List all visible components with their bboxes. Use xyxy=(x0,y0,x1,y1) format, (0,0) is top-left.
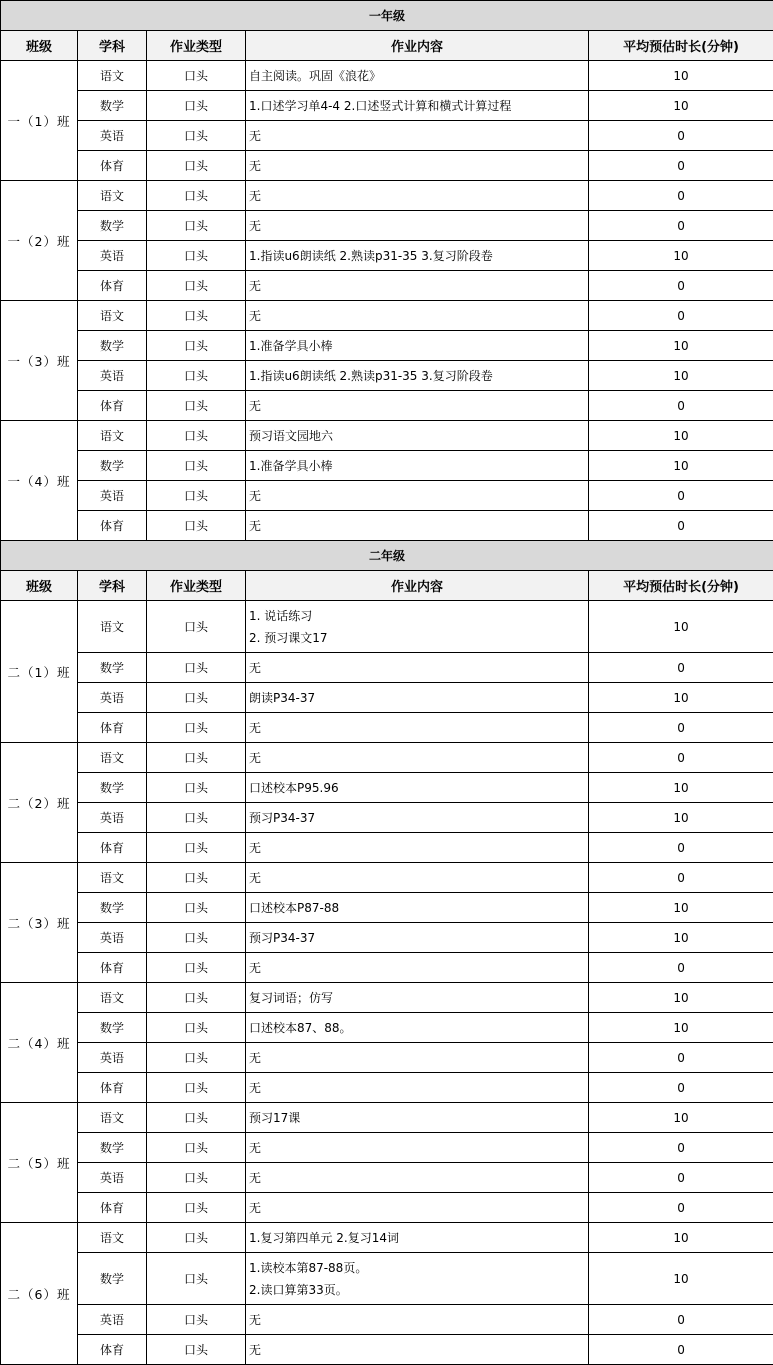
subject-cell: 数学 xyxy=(78,653,147,683)
class-name: 二（5）班 xyxy=(1,1103,78,1223)
subject-cell: 语文 xyxy=(78,1223,147,1253)
subject-cell: 体育 xyxy=(78,391,147,421)
homework-type-cell: 口头 xyxy=(147,1305,246,1335)
duration-cell: 0 xyxy=(589,271,773,301)
homework-type-cell: 口头 xyxy=(147,511,246,541)
table-row xyxy=(1,1305,773,1335)
homework-content-cell xyxy=(246,893,589,923)
table-row xyxy=(1,1193,773,1223)
column-header: 作业内容 xyxy=(246,571,589,601)
subject-cell: 英语 xyxy=(78,1043,147,1073)
subject-cell: 英语 xyxy=(78,241,147,271)
subject-cell: 数学 xyxy=(78,91,147,121)
homework-content-line: 无 xyxy=(249,398,262,413)
homework-content-cell xyxy=(246,271,589,301)
duration-cell: 0 xyxy=(589,743,773,773)
homework-content-line: 无 xyxy=(249,1312,262,1327)
homework-content-cell xyxy=(246,361,589,391)
homework-type-cell: 口头 xyxy=(147,923,246,953)
homework-content-line: 无 xyxy=(249,488,262,503)
homework-content-cell xyxy=(246,1305,589,1335)
table-row xyxy=(1,511,773,541)
homework-content-line: 无 xyxy=(249,188,262,203)
homework-content-line: 无 xyxy=(249,960,262,975)
homework-content-cell xyxy=(246,331,589,361)
homework-content-line: 1. 说话练习 xyxy=(249,608,313,623)
homework-type-cell: 口头 xyxy=(147,1163,246,1193)
duration-cell: 10 xyxy=(589,601,773,653)
duration-cell: 10 xyxy=(589,683,773,713)
subject-cell: 英语 xyxy=(78,683,147,713)
subject-cell: 语文 xyxy=(78,601,147,653)
subject-cell: 英语 xyxy=(78,803,147,833)
homework-content-cell xyxy=(246,451,589,481)
homework-type-cell: 口头 xyxy=(147,803,246,833)
subject-cell: 体育 xyxy=(78,713,147,743)
homework-type-cell: 口头 xyxy=(147,361,246,391)
duration-cell: 10 xyxy=(589,331,773,361)
homework-type-cell: 口头 xyxy=(147,953,246,983)
column-header: 班级 xyxy=(1,571,78,601)
homework-type-cell: 口头 xyxy=(147,743,246,773)
duration-cell: 0 xyxy=(589,1193,773,1223)
subject-cell: 数学 xyxy=(78,773,147,803)
duration-cell: 0 xyxy=(589,1335,773,1365)
duration-cell: 0 xyxy=(589,1163,773,1193)
subject-cell: 英语 xyxy=(78,481,147,511)
homework-content-line: 无 xyxy=(249,158,262,173)
table-row xyxy=(1,301,773,331)
duration-cell: 10 xyxy=(589,1253,773,1305)
homework-content-cell xyxy=(246,863,589,893)
homework-type-cell: 口头 xyxy=(147,61,246,91)
subject-cell: 语文 xyxy=(78,421,147,451)
subject-cell: 数学 xyxy=(78,1013,147,1043)
subject-cell: 体育 xyxy=(78,271,147,301)
table-row xyxy=(1,1253,773,1305)
table-row xyxy=(1,683,773,713)
homework-content-cell xyxy=(246,181,589,211)
homework-content-line: 1.指读u6朗读纸 2.熟读p31-35 3.复习阶段卷 xyxy=(249,368,493,383)
subject-cell: 语文 xyxy=(78,301,147,331)
homework-content-cell xyxy=(246,713,589,743)
homework-type-cell: 口头 xyxy=(147,1193,246,1223)
duration-cell: 0 xyxy=(589,653,773,683)
homework-type-cell: 口头 xyxy=(147,1253,246,1305)
duration-cell: 0 xyxy=(589,1133,773,1163)
homework-type-cell: 口头 xyxy=(147,151,246,181)
homework-content-cell xyxy=(246,241,589,271)
homework-content-line: 预习P34-37 xyxy=(249,930,316,945)
duration-cell: 0 xyxy=(589,1043,773,1073)
grade-title: 一年级 xyxy=(1,1,773,31)
duration-cell: 10 xyxy=(589,773,773,803)
homework-type-cell: 口头 xyxy=(147,601,246,653)
homework-content-cell xyxy=(246,511,589,541)
subject-cell: 数学 xyxy=(78,1253,147,1305)
table-row xyxy=(1,211,773,241)
table-row xyxy=(1,601,773,653)
homework-content-line: 自主阅读。巩固《浪花》 xyxy=(249,68,382,83)
homework-type-cell: 口头 xyxy=(147,391,246,421)
subject-cell: 数学 xyxy=(78,893,147,923)
class-name: 一（4）班 xyxy=(1,421,78,541)
table-row xyxy=(1,481,773,511)
homework-content-cell xyxy=(246,683,589,713)
duration-cell: 10 xyxy=(589,923,773,953)
class-name: 二（4）班 xyxy=(1,983,78,1103)
homework-type-cell: 口头 xyxy=(147,241,246,271)
subject-cell: 语文 xyxy=(78,743,147,773)
homework-content-cell xyxy=(246,1043,589,1073)
grade-section-row xyxy=(1,541,773,571)
homework-type-cell: 口头 xyxy=(147,1103,246,1133)
subject-cell: 体育 xyxy=(78,833,147,863)
duration-cell: 0 xyxy=(589,151,773,181)
subject-cell: 英语 xyxy=(78,1163,147,1193)
subject-cell: 语文 xyxy=(78,1103,147,1133)
homework-content-cell xyxy=(246,1103,589,1133)
homework-content-line: 1.准备学具小棒 xyxy=(249,338,333,353)
duration-cell: 0 xyxy=(589,713,773,743)
homework-content-line: 无 xyxy=(249,720,262,735)
table-row xyxy=(1,923,773,953)
homework-content-cell xyxy=(246,1335,589,1365)
subject-cell: 英语 xyxy=(78,121,147,151)
subject-cell: 语文 xyxy=(78,181,147,211)
homework-content-line: 预习P34-37 xyxy=(249,810,316,825)
homework-content-line: 无 xyxy=(249,870,262,885)
duration-cell: 10 xyxy=(589,803,773,833)
homework-content-cell xyxy=(246,1013,589,1043)
duration-cell: 0 xyxy=(589,121,773,151)
homework-content-cell xyxy=(246,803,589,833)
table-row xyxy=(1,773,773,803)
homework-content-line: 口述校本P95.96 xyxy=(249,780,339,795)
duration-cell: 0 xyxy=(589,301,773,331)
homework-content-line: 2.读口算第33页。 xyxy=(249,1282,348,1297)
table-row xyxy=(1,1133,773,1163)
homework-content-cell xyxy=(246,1193,589,1223)
homework-content-line: 无 xyxy=(249,308,262,323)
homework-content-cell xyxy=(246,121,589,151)
duration-cell: 0 xyxy=(589,833,773,863)
duration-cell: 0 xyxy=(589,211,773,241)
table-row xyxy=(1,181,773,211)
homework-type-cell: 口头 xyxy=(147,181,246,211)
homework-content-cell xyxy=(246,91,589,121)
homework-type-cell: 口头 xyxy=(147,683,246,713)
column-header: 作业类型 xyxy=(147,31,246,61)
homework-content-cell xyxy=(246,923,589,953)
subject-cell: 英语 xyxy=(78,1305,147,1335)
homework-type-cell: 口头 xyxy=(147,271,246,301)
header-row xyxy=(1,31,773,61)
table-row xyxy=(1,151,773,181)
class-name: 二（2）班 xyxy=(1,743,78,863)
homework-type-cell: 口头 xyxy=(147,1223,246,1253)
table-row xyxy=(1,121,773,151)
homework-type-cell: 口头 xyxy=(147,653,246,683)
grade-section-row xyxy=(1,1,773,31)
table-row xyxy=(1,361,773,391)
duration-cell: 10 xyxy=(589,61,773,91)
homework-content-line: 无 xyxy=(249,278,262,293)
duration-cell: 10 xyxy=(589,983,773,1013)
homework-content-line: 1.指读u6朗读纸 2.熟读p31-35 3.复习阶段卷 xyxy=(249,248,493,263)
duration-cell: 0 xyxy=(589,481,773,511)
homework-content-cell xyxy=(246,773,589,803)
duration-cell: 0 xyxy=(589,953,773,983)
homework-type-cell: 口头 xyxy=(147,863,246,893)
homework-type-cell: 口头 xyxy=(147,1043,246,1073)
column-header: 作业类型 xyxy=(147,571,246,601)
table-row xyxy=(1,953,773,983)
table-row xyxy=(1,983,773,1013)
subject-cell: 体育 xyxy=(78,1073,147,1103)
homework-type-cell: 口头 xyxy=(147,121,246,151)
duration-cell: 10 xyxy=(589,451,773,481)
homework-content-line: 无 xyxy=(249,1200,262,1215)
homework-type-cell: 口头 xyxy=(147,211,246,241)
column-header: 学科 xyxy=(78,31,147,61)
duration-cell: 0 xyxy=(589,1305,773,1335)
duration-cell: 10 xyxy=(589,1103,773,1133)
table-row xyxy=(1,1043,773,1073)
homework-content-cell xyxy=(246,953,589,983)
class-name: 一（3）班 xyxy=(1,301,78,421)
table-row xyxy=(1,391,773,421)
homework-content-line: 无 xyxy=(249,840,262,855)
table-row xyxy=(1,1223,773,1253)
table-row xyxy=(1,1073,773,1103)
homework-content-line: 无 xyxy=(249,218,262,233)
homework-content-cell xyxy=(246,1223,589,1253)
duration-cell: 10 xyxy=(589,361,773,391)
class-name: 二（3）班 xyxy=(1,863,78,983)
homework-content-cell xyxy=(246,601,589,653)
homework-type-cell: 口头 xyxy=(147,1013,246,1043)
homework-content-line: 无 xyxy=(249,128,262,143)
subject-cell: 语文 xyxy=(78,61,147,91)
homework-content-cell xyxy=(246,1163,589,1193)
homework-content-cell xyxy=(246,301,589,331)
homework-content-line: 无 xyxy=(249,1050,262,1065)
homework-type-cell: 口头 xyxy=(147,301,246,331)
homework-content-line: 口述校本87、88。 xyxy=(249,1020,352,1035)
duration-cell: 0 xyxy=(589,181,773,211)
homework-type-cell: 口头 xyxy=(147,421,246,451)
homework-content-cell xyxy=(246,653,589,683)
duration-cell: 10 xyxy=(589,1223,773,1253)
subject-cell: 体育 xyxy=(78,953,147,983)
homework-content-cell xyxy=(246,421,589,451)
subject-cell: 英语 xyxy=(78,361,147,391)
column-header: 平均预估时长(分钟) xyxy=(589,31,773,61)
homework-content-line: 无 xyxy=(249,1342,262,1357)
duration-cell: 10 xyxy=(589,421,773,451)
homework-type-cell: 口头 xyxy=(147,1133,246,1163)
subject-cell: 体育 xyxy=(78,511,147,541)
class-name: 二（6）班 xyxy=(1,1223,78,1365)
column-header: 平均预估时长(分钟) xyxy=(589,571,773,601)
duration-cell: 10 xyxy=(589,893,773,923)
homework-content-line: 无 xyxy=(249,1140,262,1155)
column-header: 学科 xyxy=(78,571,147,601)
homework-type-cell: 口头 xyxy=(147,1073,246,1103)
homework-content-cell xyxy=(246,151,589,181)
homework-content-line: 无 xyxy=(249,750,262,765)
homework-type-cell: 口头 xyxy=(147,1335,246,1365)
subject-cell: 数学 xyxy=(78,331,147,361)
homework-type-cell: 口头 xyxy=(147,713,246,743)
grade-title: 二年级 xyxy=(1,541,773,571)
table-row xyxy=(1,271,773,301)
class-name: 一（2）班 xyxy=(1,181,78,301)
subject-cell: 体育 xyxy=(78,1193,147,1223)
table-row xyxy=(1,421,773,451)
duration-cell: 10 xyxy=(589,1013,773,1043)
homework-type-cell: 口头 xyxy=(147,983,246,1013)
homework-content-cell xyxy=(246,743,589,773)
duration-cell: 10 xyxy=(589,91,773,121)
homework-table-body xyxy=(1,1,773,1365)
homework-content-line: 无 xyxy=(249,660,262,675)
homework-content-cell xyxy=(246,833,589,863)
table-row xyxy=(1,803,773,833)
homework-content-cell xyxy=(246,211,589,241)
homework-content-line: 1.口述学习单4-4 2.口述竖式计算和横式计算过程 xyxy=(249,98,512,113)
column-header: 班级 xyxy=(1,31,78,61)
subject-cell: 数学 xyxy=(78,451,147,481)
duration-cell: 0 xyxy=(589,1073,773,1103)
table-row xyxy=(1,1335,773,1365)
subject-cell: 体育 xyxy=(78,1335,147,1365)
table-row xyxy=(1,331,773,361)
subject-cell: 语文 xyxy=(78,863,147,893)
homework-type-cell: 口头 xyxy=(147,773,246,803)
homework-type-cell: 口头 xyxy=(147,481,246,511)
table-row xyxy=(1,61,773,91)
homework-content-line: 2. 预习课文17 xyxy=(249,630,328,645)
homework-content-line: 口述校本P87-88 xyxy=(249,900,340,915)
subject-cell: 体育 xyxy=(78,151,147,181)
class-name: 二（1）班 xyxy=(1,601,78,743)
homework-content-line: 无 xyxy=(249,1080,262,1095)
subject-cell: 数学 xyxy=(78,1133,147,1163)
homework-content-cell xyxy=(246,61,589,91)
homework-content-line: 1.复习第四单元 2.复习14词 xyxy=(249,1230,399,1245)
header-row xyxy=(1,571,773,601)
subject-cell: 语文 xyxy=(78,983,147,1013)
table-row xyxy=(1,1103,773,1133)
homework-content-line: 预习语文园地六 xyxy=(249,428,334,443)
table-row xyxy=(1,653,773,683)
table-row xyxy=(1,91,773,121)
duration-cell: 10 xyxy=(589,241,773,271)
subject-cell: 数学 xyxy=(78,211,147,241)
subject-cell: 英语 xyxy=(78,923,147,953)
class-name: 一（1）班 xyxy=(1,61,78,181)
duration-cell: 0 xyxy=(589,511,773,541)
duration-cell: 0 xyxy=(589,863,773,893)
homework-content-line: 朗读P34-37 xyxy=(249,690,316,705)
homework-content-cell xyxy=(246,1253,589,1305)
homework-content-cell xyxy=(246,481,589,511)
homework-content-line: 1.读校本第87-88页。 xyxy=(249,1260,368,1275)
table-row xyxy=(1,1013,773,1043)
table-row xyxy=(1,863,773,893)
table-row xyxy=(1,1163,773,1193)
homework-type-cell: 口头 xyxy=(147,451,246,481)
column-header: 作业内容 xyxy=(246,31,589,61)
table-row xyxy=(1,743,773,773)
table-row xyxy=(1,713,773,743)
homework-type-cell: 口头 xyxy=(147,331,246,361)
homework-content-line: 预习17课 xyxy=(249,1110,301,1125)
homework-content-line: 复习词语；仿写 xyxy=(249,990,334,1005)
homework-type-cell: 口头 xyxy=(147,833,246,863)
homework-content-line: 无 xyxy=(249,1170,262,1185)
homework-content-line: 无 xyxy=(249,518,262,533)
table-row xyxy=(1,451,773,481)
table-row xyxy=(1,241,773,271)
homework-type-cell: 口头 xyxy=(147,893,246,923)
homework-content-cell xyxy=(246,983,589,1013)
table-row xyxy=(1,833,773,863)
homework-content-cell xyxy=(246,1073,589,1103)
homework-type-cell: 口头 xyxy=(147,91,246,121)
homework-content-cell xyxy=(246,1133,589,1163)
table-row xyxy=(1,893,773,923)
homework-content-cell xyxy=(246,391,589,421)
duration-cell: 0 xyxy=(589,391,773,421)
homework-content-line: 1.准备学具小棒 xyxy=(249,458,333,473)
